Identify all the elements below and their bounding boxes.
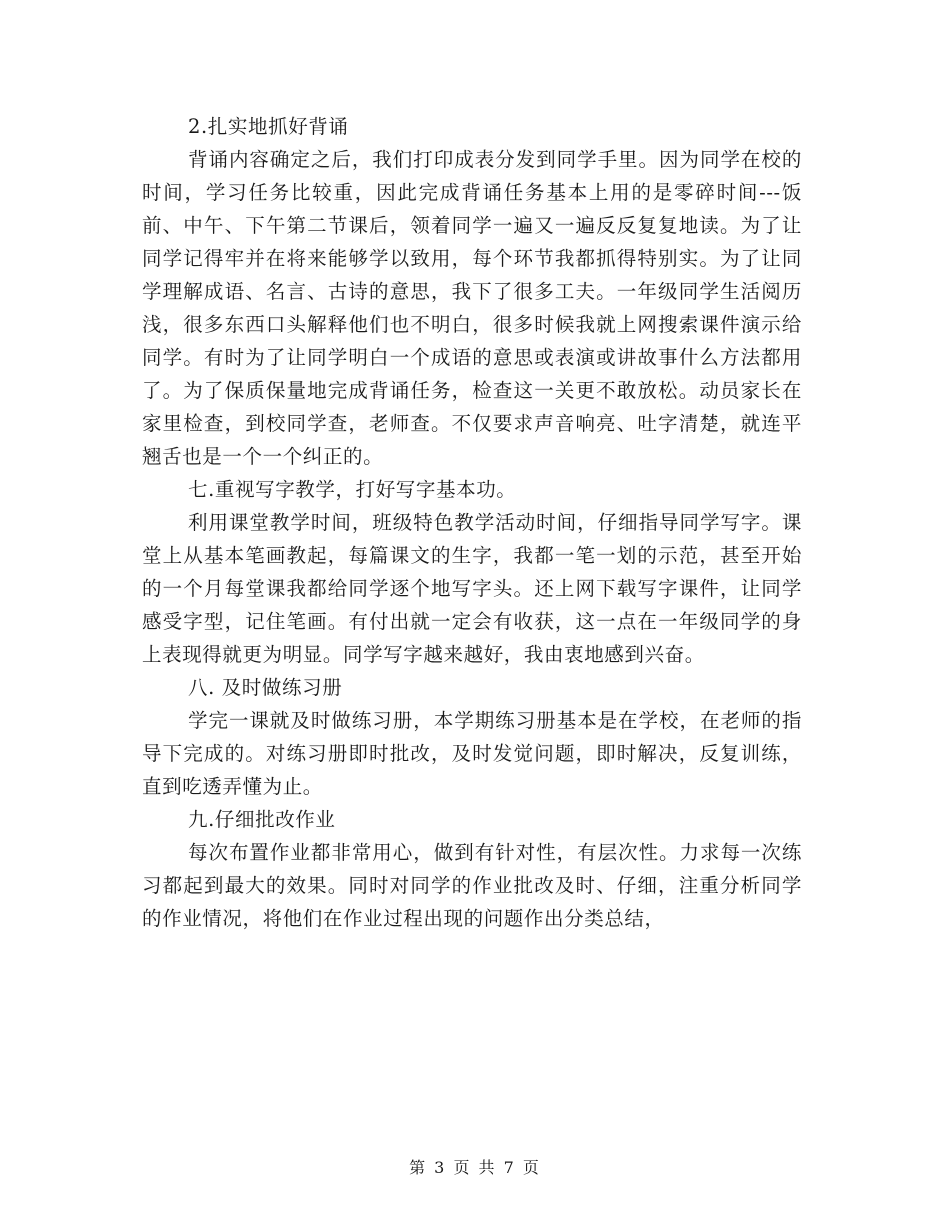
section-heading-recitation: 2.扎实地抓好背诵	[188, 115, 349, 138]
section-heading-workbook: 八. 及时做练习册	[188, 676, 343, 699]
paragraph-workbook: 学完一课就及时做练习册，本学期练习册基本是在学校，在老师的指导下完成的。对练习册即时批改，及时发觉问题，即时解决，反复训练，直到吃透弄懂为止。	[142, 709, 802, 798]
section-heading-writing: 七.重视写字教学，打好写字基本功。	[188, 478, 517, 501]
paragraph-homework: 每次布置作业都非常用心，做到有针对性，有层次性。力求每一次练习都起到最大的效果。同时对同学的作业批改及时、仔细，注重分析同学的作业情况，将他们在作业过程出现的问题作出分类总结，	[142, 841, 802, 930]
document-body	[142, 110, 802, 935]
paragraph-writing: 利用课堂教学时间，班级特色教学活动时间，仔细指导同学写字。课堂上从基本笔画教起，每篇课文的生字，我都一笔一划的示范，甚至开始的一个月每堂课我都给同学逐个地写字头。还上网下载写字课件，让同学感受字型，记住笔画。有付出就一定会有收获，这一点在一年级同学的身上表现得就更为明显。同学写字越来越好，我由衷地感到兴奋。	[142, 511, 802, 666]
paragraph-recitation: 背诵内容确定之后，我们打印成表分发到同学手里。因为同学在校的时间，学习任务比较重，因此完成背诵任务基本上用的是零碎时间---饭前、中午、下午第二节课后，领着同学一遍又一遍反反复复地读。为了让同学记得牢并在将来能够学以致用，每个环节我都抓得特别实。为了让同学理解成语、名言、古诗的意思，我下了很多工夫。一年级同学生活阅历浅，很多东西口头解释他们也不明白，很多时候我就上网搜索课件演示给同学。有时为了让同学明白一个成语的意思或表演或讲故事什么方法都用了。为了保质保量地完成背诵任务，检查这一关更不敢放松。动员家长在家里检查，到校同学查，老师查。不仅要求声音响亮、吐字清楚，就连平翘舌也是一个一个纠正的。	[142, 148, 802, 468]
page-footer: 第 3 页 共 7 页	[409, 1158, 541, 1177]
section-heading-homework: 九.仔细批改作业	[188, 808, 336, 831]
